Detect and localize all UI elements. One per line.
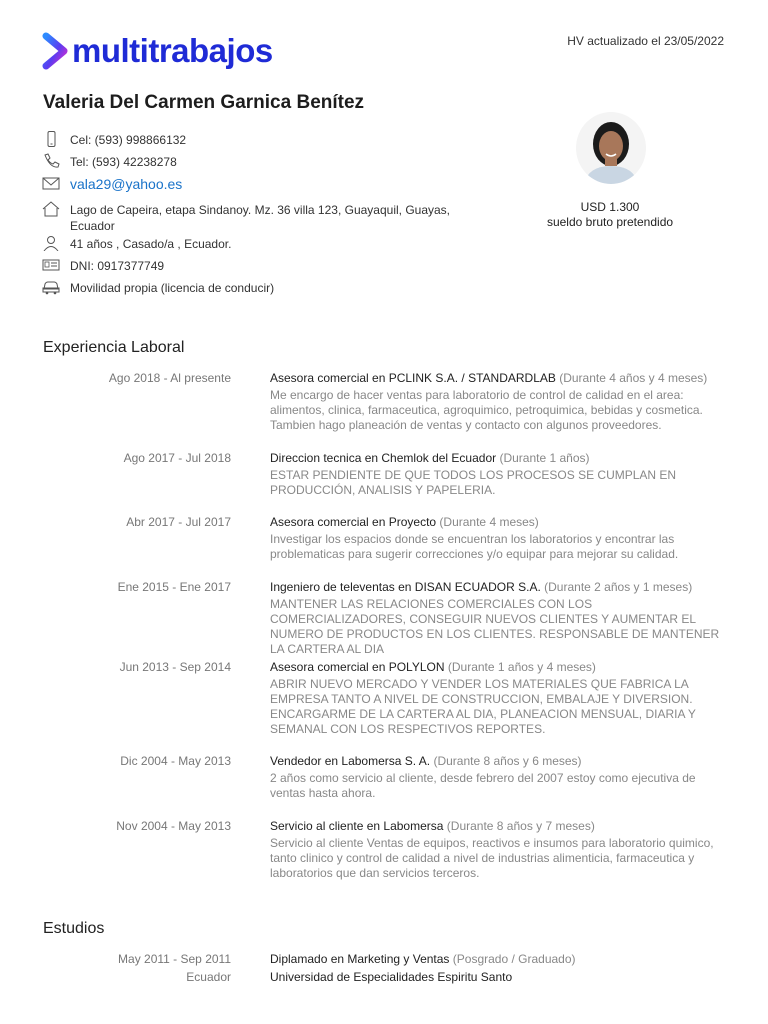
experience-date: Ene 2015 - Ene 2017 [117, 580, 231, 594]
experience-desc: Me encargo de hacer ventas para laboratorio de control de calidad en el area: alimentos, clinica, farmaceutica, agroquimico, petroquimica, bebidas y cosmetica. Tambien hago planeación de ventas y contacto con algunos proveedores. [270, 388, 703, 432]
cel-text: Cel: (593) 998866132 [70, 133, 187, 147]
contact-mobility [40, 278, 274, 296]
experience-desc: ABRIR NUEVO MERCADO Y VENDER LOS MATERIALES QUE FABRICA LA EMPRESA TANTO A NIVEL DE CONSTRUCCION, EMBALAJE Y DIVERSION. ENCARGARME DE LA CARTERA AL DIA, PLANEACION MENSUAL, DIARIA Y SEMANAL CON LOS RESPECTIVOS REPORTES. [270, 677, 696, 736]
salary-block [530, 200, 690, 230]
contact-address [40, 200, 470, 234]
experience-title: Direccion tecnica en Chemlok del Ecuador [270, 451, 497, 465]
experience-heading: Experiencia Laboral [43, 339, 185, 356]
experience-duration: (Durante 4 años y 4 meses) [559, 371, 708, 385]
address-text: Lago de Capeira, etapa Sindanoy. Mz. 36 villa 123, Guayaquil, Guayas, Ecuador [70, 203, 451, 233]
salary-amount: USD 1.300 [580, 200, 640, 214]
person-icon [40, 234, 62, 252]
contact-dni [40, 256, 164, 274]
experience-duration: (Durante 8 años y 6 meses) [433, 754, 582, 768]
experience-title: Ingeniero de televentas en DISAN ECUADOR S.A. [270, 580, 541, 594]
education-level: (Posgrado / Graduado) [452, 952, 576, 966]
experience-title: Vendedor en Labomersa S. A. [270, 754, 431, 768]
experience-date: Dic 2004 - May 2013 [120, 754, 231, 768]
email-link[interactable]: vala29@yahoo.es [70, 176, 183, 192]
experience-date: Nov 2004 - May 2013 [116, 819, 231, 833]
experience-title: Asesora comercial en Proyecto [270, 515, 437, 529]
contact-cel [40, 130, 186, 148]
experience-date: Ago 2018 - Al presente [108, 371, 231, 385]
education-heading: Estudios [43, 920, 105, 937]
experience-date: Abr 2017 - Jul 2017 [126, 515, 231, 529]
car-icon [40, 278, 62, 296]
education-location: Ecuador [186, 970, 231, 984]
contact-tel [40, 152, 177, 170]
envelope-icon [40, 174, 62, 192]
salary-label: sueldo bruto pretendido [546, 215, 674, 229]
home-icon [40, 200, 62, 218]
experience-duration: (Durante 8 años y 7 meses) [446, 819, 595, 833]
experience-duration: (Durante 4 meses) [439, 515, 539, 529]
experience-duration: (Durante 1 años) [499, 451, 590, 465]
education-institution: Universidad de Especialidades Espiritu Santo [270, 970, 513, 984]
experience-title: Asesora comercial en PCLINK S.A. / STANDARDLAB [270, 371, 556, 385]
dni-text: DNI: 0917377749 [70, 259, 165, 273]
brand-name: multitrabajos [72, 32, 273, 69]
experience-title: Servicio al cliente en Labomersa [270, 819, 444, 833]
experience-date: Jun 2013 - Sep 2014 [119, 660, 231, 674]
experience-duration: (Durante 2 años y 1 meses) [544, 580, 693, 594]
experience-title: Asesora comercial en POLYLON [270, 660, 445, 674]
phone-icon [40, 152, 62, 170]
education-date: May 2011 - Sep 2011 [118, 952, 231, 966]
profile-photo [576, 112, 646, 184]
mobility-text: Movilidad propia (licencia de conducir) [70, 281, 275, 295]
contact-age [40, 234, 231, 252]
experience-desc: Servicio al cliente Ventas de equipos, reactivos e insumos para laboratorio quimico, tanto clinico y control de calidad a nivel de industrias alimenticia, farmaceutica y laboratorios que dan servicios terceros. [270, 836, 714, 880]
experience-desc: Investigar los espacios donde se encuentran los laboratorios y encontrar las problematicas para sugerir correcciones y/o equipar para mejorar su calidad. [270, 532, 679, 561]
experience-duration: (Durante 1 años y 4 meses) [447, 660, 596, 674]
logo-arrow-icon [42, 32, 70, 70]
mobile-phone-icon [40, 130, 62, 148]
education-title: Diplamado en Marketing y Ventas [270, 952, 450, 966]
candidate-name: Valeria Del Carmen Garnica Benítez [43, 92, 365, 113]
experience-desc: MANTENER LAS RELACIONES COMERCIALES CON LOS COMERCIALIZADORES, CONSEGUIR NUEVOS CLIENTES Y AUMENTAR EL NUMERO DE PRODUCTOS EN LOS CLIENTES. RESPONSABLE DE MANTENER LA CARTERA AL DIA [270, 597, 720, 656]
brand-logo [42, 32, 273, 70]
experience-date: Ago 2017 - Jul 2018 [123, 451, 231, 465]
experience-desc: ESTAR PENDIENTE DE QUE TODOS LOS PROCESOS SE CUMPLAN EN PRODUCCIÓN, ANALISIS Y PAPELERIA. [270, 468, 677, 497]
contact-email [40, 174, 182, 192]
id-card-icon [40, 256, 62, 274]
age-text: 41 años , Casado/a , Ecuador. [70, 237, 232, 251]
experience-desc: 2 años como servicio al cliente, desde febrero del 2007 estoy como ejecutiva de ventas hasta ahora. [270, 771, 696, 800]
tel-text: Tel: (593) 42238278 [70, 155, 177, 169]
update-date: HV actualizado el 23/05/2022 [567, 34, 724, 48]
